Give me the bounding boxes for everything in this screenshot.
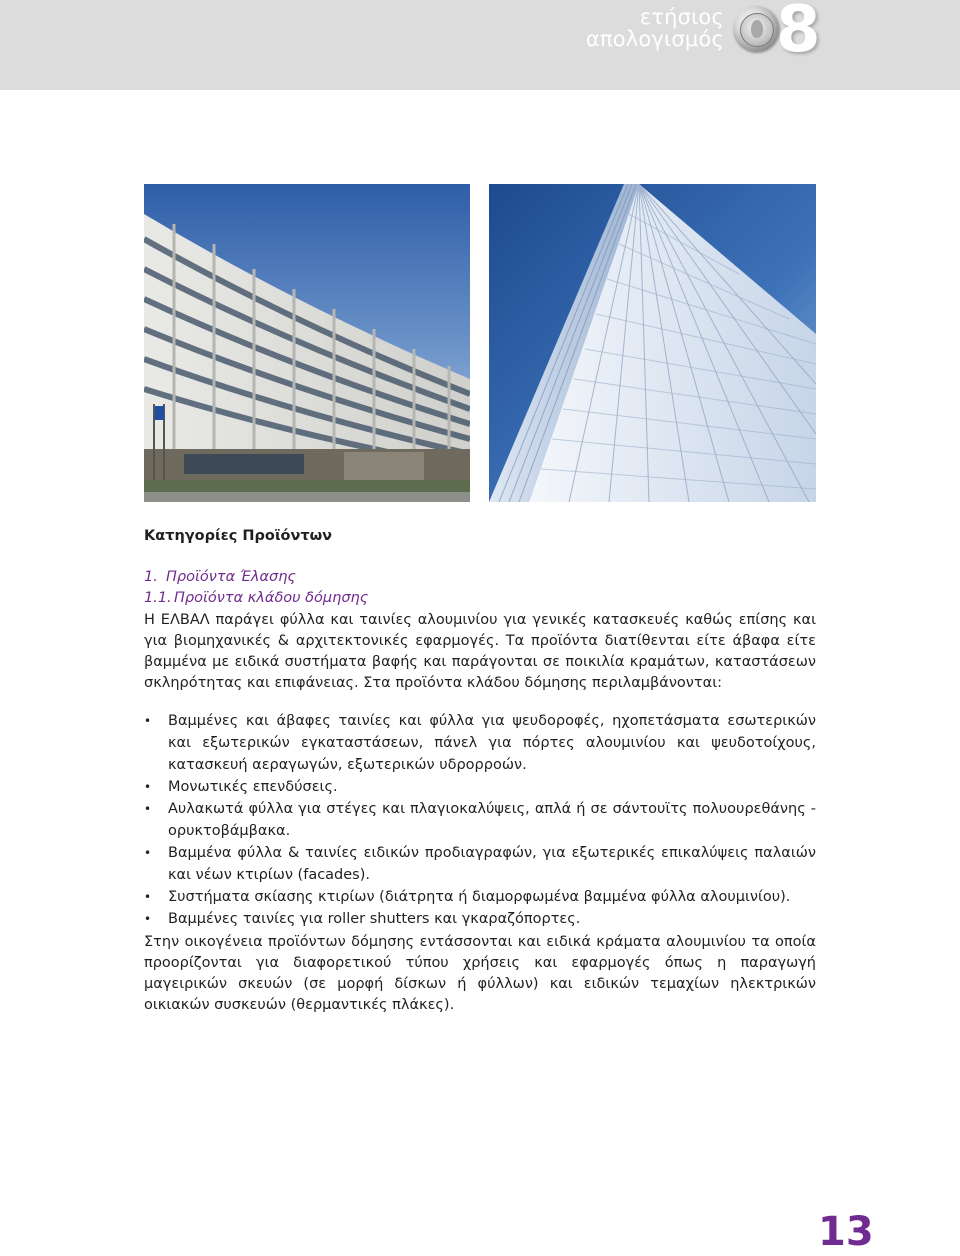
list-item: • Βαμμένες και άβαφες ταινίες και φύλλα για ψευδοροφές, ηχοπετάσματα εσωτερικών και εξωτερικών εγκαταστάσεων, πάνελ για πόρτες αλουμινίου και ψευδοτοίχους, κατασκευή αεραγωγών, εξωτερικών υδρορροών. [144,710,816,776]
subsection-1-title: Προϊόντα Έλασης [166,569,296,585]
subsection-1-1-number: 1.1. [144,590,172,606]
subsection-1-number: 1. [144,569,158,585]
closing-paragraph: Στην οικογένεια προϊόντων δόμησης εντάσσονται και ειδικά κράματα αλουμινίου τα οποία προορίζονται για διαφορετικού τύπου χρήσεις και εφαρμογές όπως η παραγωγή μαγειρικών σκευών (σε μορφή δίσκων ή φύλλων) και ειδικών τεμαχίων ηλεκτρικών οικιακών συσκευών (θερμαντικές πλάκες). [144,934,816,1013]
header-band [0,0,960,90]
chapter-number: 8 [776,0,821,67]
subsection-1 [144,569,296,585]
subsection-1-1-title: Προϊόντα κλάδου δόμησης [174,590,369,606]
bullet-icon: • [144,780,152,794]
report-title-line2: απολογισμός [585,27,724,51]
bullet-icon: • [144,802,152,816]
bullet-icon: • [144,890,152,904]
product-list [144,710,816,930]
glass-tower-image [489,184,816,502]
bullet-icon: • [144,846,152,860]
page-number: 13 [818,1209,874,1255]
report-title [586,6,724,50]
list-item: • Βαμμένα φύλλα & ταινίες ειδικών προδιαγραφών, για εξωτερικές επικαλύψεις παλαιών και νέων κτιρίων (facades). [144,842,816,886]
intro-paragraph: Η ΕΛΒΑΛ παράγει φύλλα και ταινίες αλουμινίου για γενικές κατασκευές καθώς επίσης και για βιομηχανικές & αρχιτεκτονικές εφαρμογές. Τα προϊόντα διατίθενται είτε άβαφα είτε βαμμένα με ειδικά συστήματα βαφής και παράγονται σε ποικιλία κραμάτων, καταστάσεων σκληρότητας και επιφάνειας. Στα προϊόντα κλάδου δόμησης περιλαμβάνονται: [144,612,816,691]
list-item: • Μονωτικές επενδύσεις. [144,776,816,798]
bullet-icon: • [144,714,152,728]
report-title-line1: ετήσιος [639,5,724,29]
curved-building-image [144,184,470,502]
list-item: • Βαμμένες ταινίες για roller shutters και γκαραζόπορτες. [144,908,816,930]
building-photo-left [144,184,470,502]
bullet-icon: • [144,912,152,926]
building-photo-right [489,184,816,502]
coin-logo-icon [733,6,779,52]
list-item: • Συστήματα σκίασης κτιρίων (διάτρητα ή διαμορφωμένα βαμμένα φύλλα αλουμινίου). [144,886,816,908]
section-heading: Κατηγορίες Προϊόντων [144,528,333,544]
list-item: • Αυλακωτά φύλλα για στέγες και πλαγιοκαλύψεις, απλά ή σε σάντουϊτς πολυουρεθάνης - ορυκτοβάμβακα. [144,798,816,842]
subsection-1-1 [144,590,368,606]
